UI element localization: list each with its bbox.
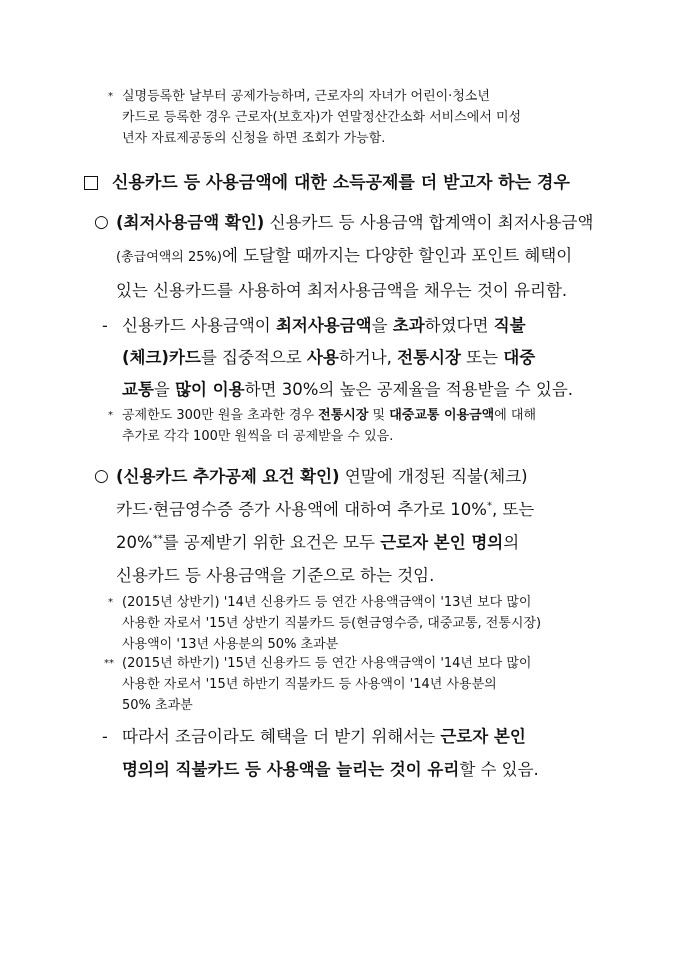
dash-line: (체크)카드를 집중적으로 사용하거나, 전통시장 또는 대중 xyxy=(122,348,536,367)
note-marker: * xyxy=(108,597,113,608)
note-line: 카드로 등록한 경우 근로자(보호자)가 연말정산간소화 서비스에서 미성 xyxy=(122,110,522,125)
item-line: 신용카드 등 사용금액을 기준으로 하는 것임. xyxy=(116,566,435,585)
note-line: 공제한도 300만 원을 초과한 경우 전통시장 및 대중교통 이용금액에 대해 xyxy=(122,408,537,423)
note-real-name-registration xyxy=(108,86,642,149)
item-minimum-usage xyxy=(94,206,626,307)
note-marker: * xyxy=(108,91,113,102)
dash-line: 따라서 조금이라도 혜택을 더 받기 위해서는 근로자 본인 xyxy=(122,727,526,746)
dash-conclusion xyxy=(102,720,622,786)
item-line: 카드·현금영수증 증가 사용액에 대하여 추가로 10%*, 또는 xyxy=(116,500,535,519)
dash-marker: - xyxy=(102,316,108,335)
note-deduction-limit xyxy=(108,405,632,447)
item-line: (신용카드 추가공제 요건 확인) 연말에 개정된 직불(체크) xyxy=(116,467,528,486)
note-line: 사용한 자로서 '15년 상반기 직불카드 등(현금영수증, 대중교통, 전통시장) xyxy=(122,616,542,631)
item-line: 20%**를 공제받기 위한 요건은 모두 근로자 본인 명의의 xyxy=(116,533,520,552)
item-title: (신용카드 추가공제 요건 확인) xyxy=(116,467,340,486)
item-title: (최저사용금액 확인) xyxy=(116,213,265,232)
note-line: (2015년 상반기) '14년 신용카드 등 연간 사용액금액이 '13년 보다 많이 xyxy=(122,595,532,610)
note-line: 사용액이 '13년 사용분의 50% 초과분 xyxy=(122,637,339,652)
note-line: 50% 초과분 xyxy=(122,698,193,713)
item-line: (최저사용금액 확인) 신용카드 등 사용금액 합계액이 최저사용금액 xyxy=(116,213,594,232)
dash-line: 교통을 많이 이용하면 30%의 높은 공제율을 적용받을 수 있음. xyxy=(122,380,574,399)
circle-bullet-icon: ○ xyxy=(94,212,109,232)
dash-marker: - xyxy=(102,727,108,746)
note-line: 추가로 각각 100만 원씩을 더 공제받을 수 있음. xyxy=(122,429,394,444)
item-line: 있는 신용카드를 사용하여 최저사용금액을 채우는 것이 유리함. xyxy=(116,281,568,300)
dash-line: 명의의 직불카드 등 사용액을 늘리는 것이 유리할 수 있음. xyxy=(122,760,539,779)
circle-bullet-icon: ○ xyxy=(94,466,109,486)
note-2015-second-half xyxy=(104,653,642,716)
note-line: (2015년 하반기) '15년 신용카드 등 연간 사용액금액이 '14년 보다 많이 xyxy=(122,656,532,671)
note-line: 사용한 자로서 '15년 하반기 직불카드 등 사용액이 '14년 사용분의 xyxy=(122,677,497,692)
section-heading: 신용카드 등 사용금액에 대한 소득공제를 더 받고자 하는 경우 xyxy=(112,173,570,193)
dash-line: 신용카드 사용금액이 최저사용금액을 초과하였다면 직불 xyxy=(122,316,526,335)
dash-excess-usage xyxy=(102,310,622,406)
checkbox-square-icon xyxy=(84,176,98,190)
note-marker: ** xyxy=(104,658,114,669)
note-marker: * xyxy=(108,410,113,421)
note-line: 년자 자료제공동의 신청을 하면 조회가 가능함. xyxy=(122,131,386,146)
note-line: 실명등록한 날부터 공제가능하며, 근로자의 자녀가 어린이·청소년 xyxy=(122,89,490,104)
note-2015-first-half xyxy=(108,592,642,655)
item-line: (총급여액의 25%)에 도달할 때까지는 다양한 할인과 포인트 혜택이 xyxy=(116,246,573,265)
item-additional-deduction xyxy=(94,460,626,592)
